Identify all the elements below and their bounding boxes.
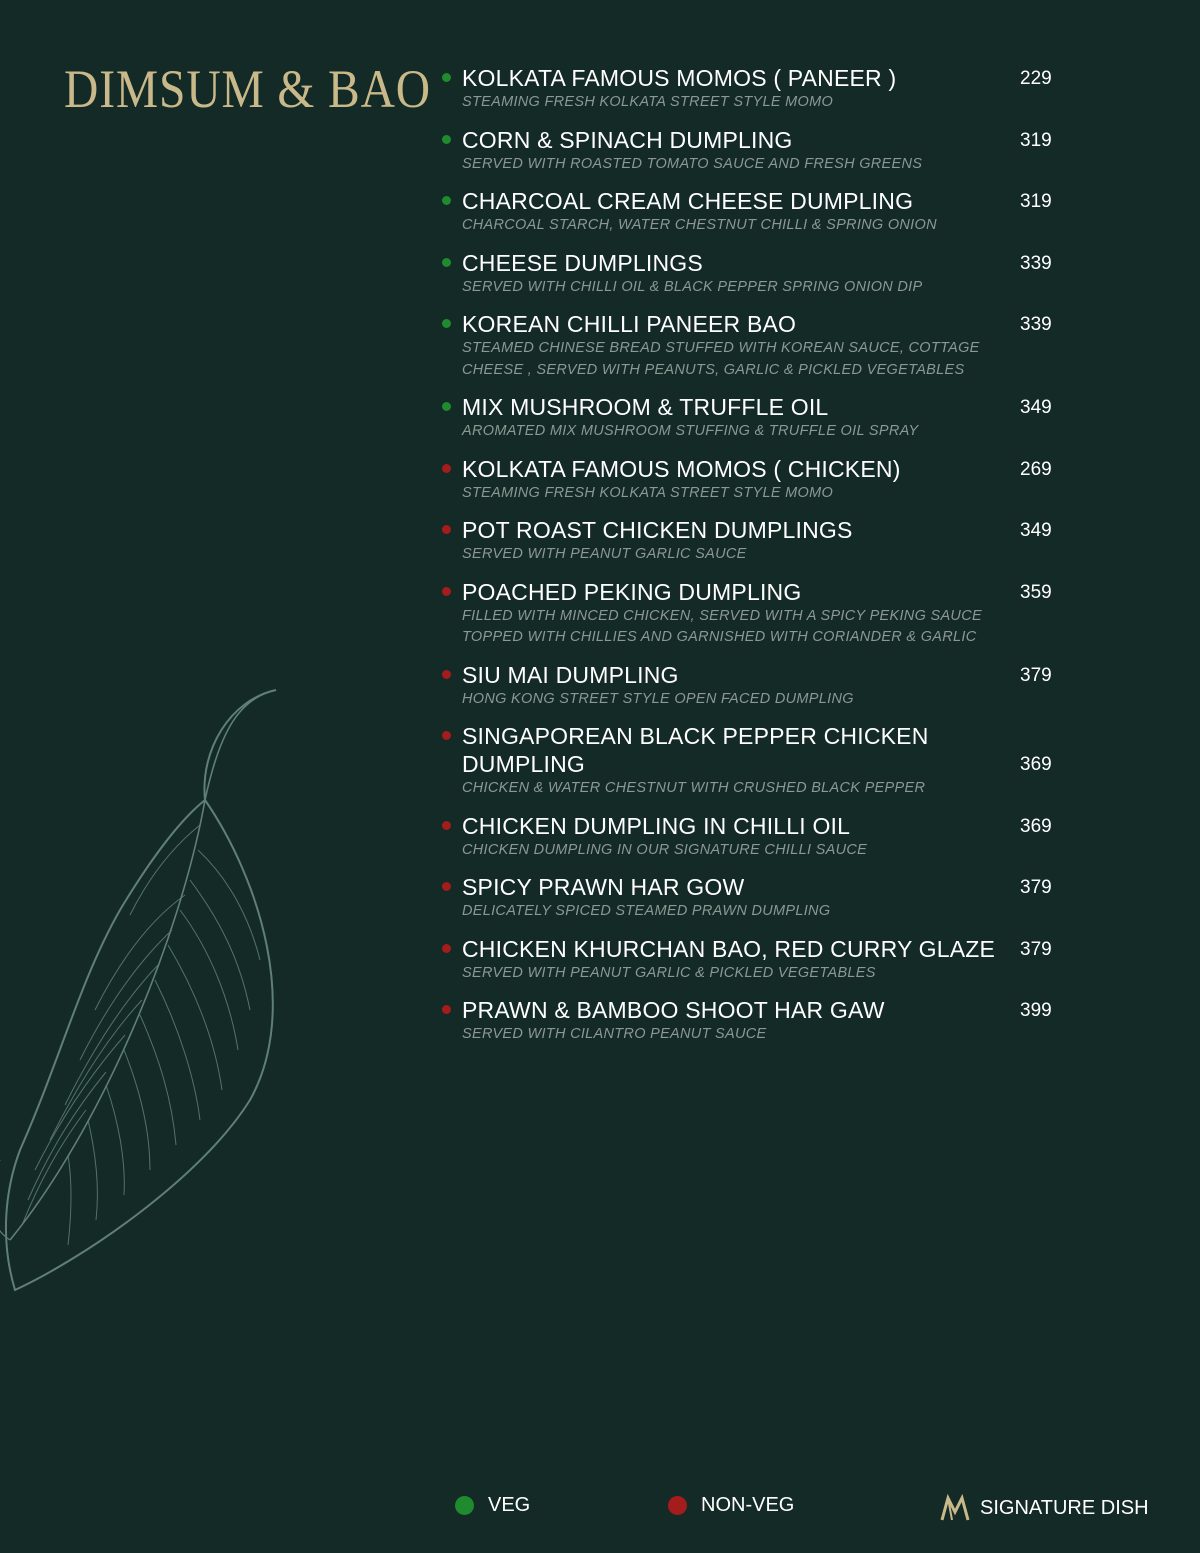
legend-veg	[455, 1494, 530, 1517]
signature-m-icon	[940, 1494, 970, 1522]
menu-list	[440, 64, 1080, 1058]
item-name: CORN & SPINACH DUMPLING	[462, 126, 793, 153]
nonveg-dot-icon	[442, 821, 451, 830]
item-price: 379	[1020, 664, 1052, 686]
nonveg-dot-icon	[442, 882, 451, 891]
item-name: SPICY PRAWN HAR GOW	[462, 874, 745, 900]
item-name: CHARCOAL CREAM CHEESE DUMPLING	[462, 188, 914, 214]
leaf-illustration-icon	[0, 680, 290, 1300]
item-description: SERVED WITH CHILLI OIL & BLACK PEPPER SPRING ONION DIP	[462, 278, 923, 295]
item-description: CHARCOAL STARCH, WATER CHESTNUT CHILLI & SPRING ONION	[462, 217, 937, 233]
nonveg-dot-icon	[442, 670, 451, 679]
menu-item	[440, 249, 1080, 299]
veg-dot-icon	[442, 135, 451, 144]
menu-item	[440, 996, 1080, 1046]
item-description: SERVED WITH PEANUT GARLIC & PICKLED VEGETABLES	[462, 964, 876, 981]
nonveg-dot-icon	[442, 731, 451, 740]
legend-signature-label: SIGNATURE DISH	[980, 1496, 1149, 1519]
veg-dot-icon	[442, 258, 451, 267]
item-description: HONG KONG STREET STYLE OPEN FACED DUMPLING	[462, 690, 854, 707]
menu-item	[440, 661, 1080, 711]
item-price: 319	[1020, 191, 1052, 212]
legend-veg-label: VEG	[488, 1494, 531, 1516]
menu-item	[440, 393, 1080, 443]
item-description: SERVED WITH CILANTRO PEANUT SAUCE	[462, 1026, 767, 1042]
item-description: SERVED WITH PEANUT GARLIC SAUCE	[462, 546, 747, 562]
menu-item	[440, 578, 1080, 649]
nonveg-dot-icon	[442, 1005, 451, 1014]
item-price: 319	[1020, 129, 1052, 151]
item-price: 269	[1020, 458, 1052, 480]
legend-nonveg-label: NON-VEG	[701, 1494, 795, 1516]
item-price: 339	[1020, 252, 1052, 274]
item-description: STEAMING FRESH KOLKATA STREET STYLE MOMO	[462, 94, 834, 110]
page-title: DIMSUM & BAO	[64, 59, 432, 119]
nonveg-dot-icon	[442, 525, 451, 534]
menu-item	[440, 187, 1080, 237]
item-price: 369	[1020, 815, 1052, 837]
nonveg-dot-icon	[442, 587, 451, 596]
menu-item	[440, 516, 1080, 566]
legend-signature	[940, 1494, 1149, 1522]
item-description: CHICKEN & WATER CHESTNUT WITH CRUSHED BLACK PEPPER	[462, 780, 926, 796]
item-description: STEAMING FRESH KOLKATA STREET STYLE MOMO	[462, 484, 834, 501]
menu-item	[440, 64, 1080, 114]
item-price: 399	[1020, 1000, 1052, 1021]
item-description: DELICATELY SPICED STEAMED PRAWN DUMPLING	[462, 903, 831, 919]
veg-dot-icon	[442, 319, 451, 328]
veg-dot-icon	[442, 196, 451, 205]
item-price: 379	[1020, 877, 1052, 898]
nonveg-dot-icon	[442, 944, 451, 953]
item-name: SINGAPOREAN BLACK PEPPER CHICKEN DUMPLING	[462, 723, 929, 777]
item-price: 349	[1020, 397, 1052, 418]
item-name: SIU MAI DUMPLING	[462, 661, 679, 688]
item-name: MIX MUSHROOM & TRUFFLE OIL	[462, 394, 829, 420]
nonveg-dot-icon	[442, 464, 451, 473]
item-name: PRAWN & BAMBOO SHOOT HAR GAW	[462, 997, 885, 1023]
item-price: 349	[1020, 520, 1052, 541]
menu-item	[440, 812, 1080, 862]
menu-item	[440, 455, 1080, 505]
item-description: STEAMED CHINESE BREAD STUFFED WITH KOREAN SAUCE, COTTAGE CHEESE , SERVED WITH PEANUTS, GARLIC & PICKLED VEGETABLES	[462, 340, 980, 378]
item-name: POACHED PEKING DUMPLING	[462, 578, 802, 605]
item-price: 229	[1020, 68, 1052, 89]
item-description: FILLED WITH MINCED CHICKEN, SERVED WITH A SPICY PEKING SAUCE TOPPED WITH CHILLIES AND GARNISHED WITH CORIANDER & GARLIC	[462, 607, 982, 645]
item-name: CHICKEN DUMPLING IN CHILLI OIL	[462, 812, 851, 839]
item-price: 339	[1020, 314, 1052, 335]
item-name: CHEESE DUMPLINGS	[462, 249, 703, 276]
item-description: AROMATED MIX MUSHROOM STUFFING & TRUFFLE OIL SPRAY	[462, 423, 919, 439]
veg-dot-icon	[442, 73, 451, 82]
menu-item	[440, 722, 1080, 800]
nonveg-dot-icon	[668, 1496, 687, 1515]
veg-dot-icon	[455, 1496, 474, 1515]
menu-item	[440, 935, 1080, 985]
item-name: KOLKATA FAMOUS MOMOS ( PANEER )	[462, 65, 897, 91]
item-price: 379	[1020, 938, 1052, 960]
legend-nonveg	[668, 1494, 794, 1517]
menu-item	[440, 310, 1080, 381]
menu-item	[440, 126, 1080, 176]
item-price: 369	[1020, 754, 1052, 775]
veg-dot-icon	[442, 402, 451, 411]
item-name: KOLKATA FAMOUS MOMOS ( CHICKEN)	[462, 455, 901, 482]
item-name: POT ROAST CHICKEN DUMPLINGS	[462, 517, 853, 543]
item-description: SERVED WITH ROASTED TOMATO SAUCE AND FRESH GREENS	[462, 155, 923, 172]
item-price: 359	[1020, 581, 1052, 603]
item-name: KOREAN CHILLI PANEER BAO	[462, 311, 797, 337]
item-name: CHICKEN KHURCHAN BAO, RED CURRY GLAZE	[462, 935, 996, 962]
item-description: CHICKEN DUMPLING IN OUR SIGNATURE CHILLI SAUCE	[462, 841, 868, 858]
menu-item	[440, 873, 1080, 923]
